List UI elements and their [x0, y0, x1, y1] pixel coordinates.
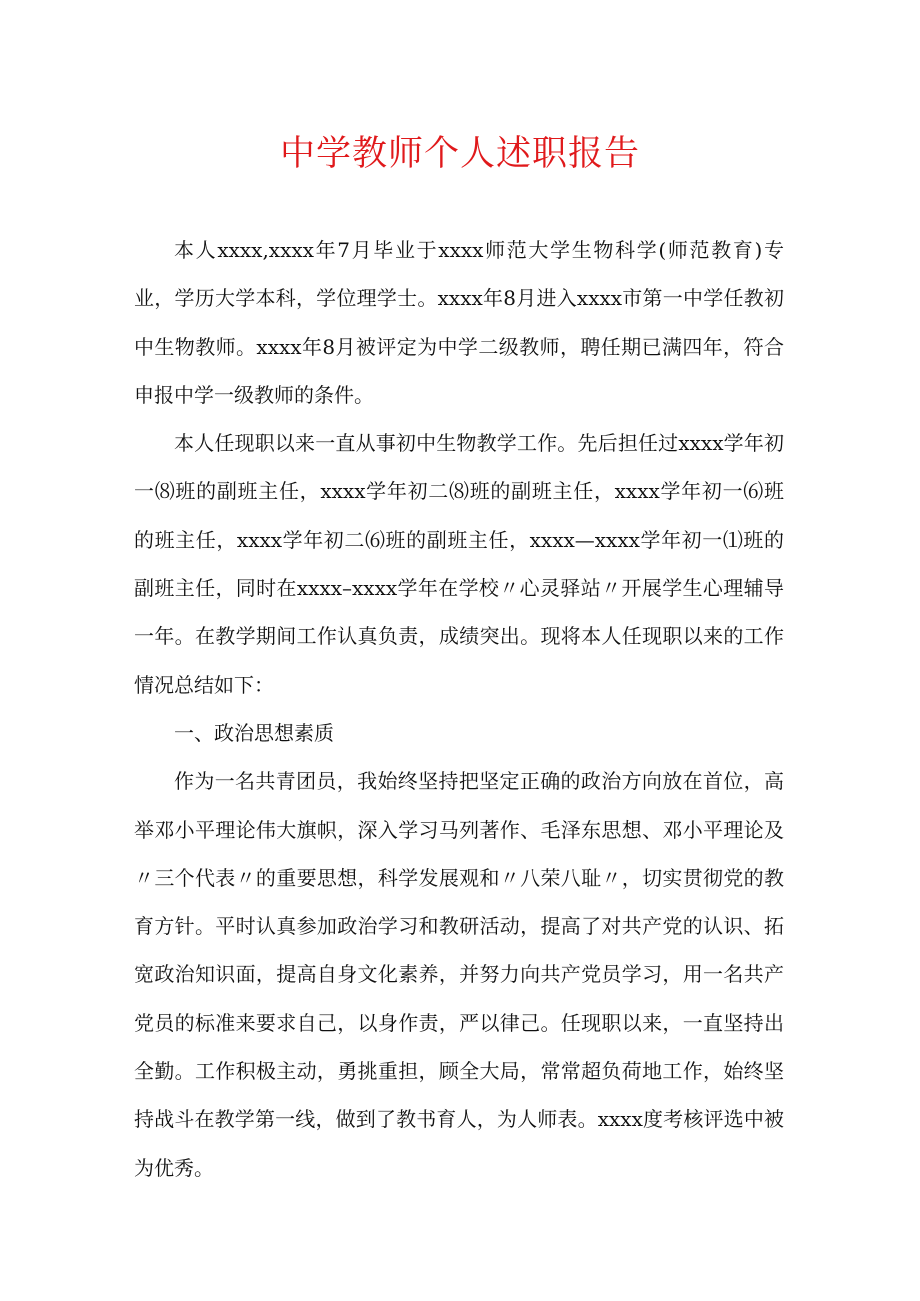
document-title: 中学教师个人述职报告 [279, 134, 640, 174]
paragraph-political: 作为一名共青团员，我始终坚持把坚定正确的政治方向放在首位，高举邓小平理论伟大旗帜，深入学习马列著作、毛泽东思想、邓小平理论及〃三个代表〃的重要思想，科学发展观和〃八荣八耻〃，切实贯彻党的教育方针。平时认真参加政治学习和教研活动，提高了对共产党的认识、拓宽政治知识面，提高自身文化素养，并努力向共产党员学习，用一名共产党员的标准来要求自己，以身作责，严以律己。任现职以来，一直坚持出全勤。工作积极主动，勇挑重担，顾全大局，常常超负荷地工作，始终坚持战斗在教学第一线，做到了教书育人，为人师表。xxxx度考核评选中被为优秀。 [134, 769, 784, 1180]
document-body [134, 226, 784, 1192]
paragraph-background: 本人xxxx,xxxx年7月毕业于xxxx师范大学生物科学(师范教育)专业，学历大学本科，学位理学士。xxxx年8月进入xxxx市第一中学任教初中生物教师。xxxx年8月被评定为中学二级教师，聘任期已满四年，符合申报中学一级教师的条件。 [134, 238, 784, 407]
section-heading-political: 一、政治思想素质 [174, 720, 334, 745]
paragraph-work-history: 本人任现职以来一直从事初中生物教学工作。先后担任过xxxx学年初一⑻班的副班主任，xxxx学年初二⑻班的副班主任，xxxx学年初一⑹班的班主任，xxxx学年初二⑹班的副班主任，xxxx—xxxx学年初一⑴班的副班主任，同时在xxxx–xxxx学年在学校〃心灵驿站〃开展学生心理辅导一年。在教学期间工作认真负责，成绩突出。现将本人任现职以来的工作情况总结如下： [134, 431, 784, 697]
